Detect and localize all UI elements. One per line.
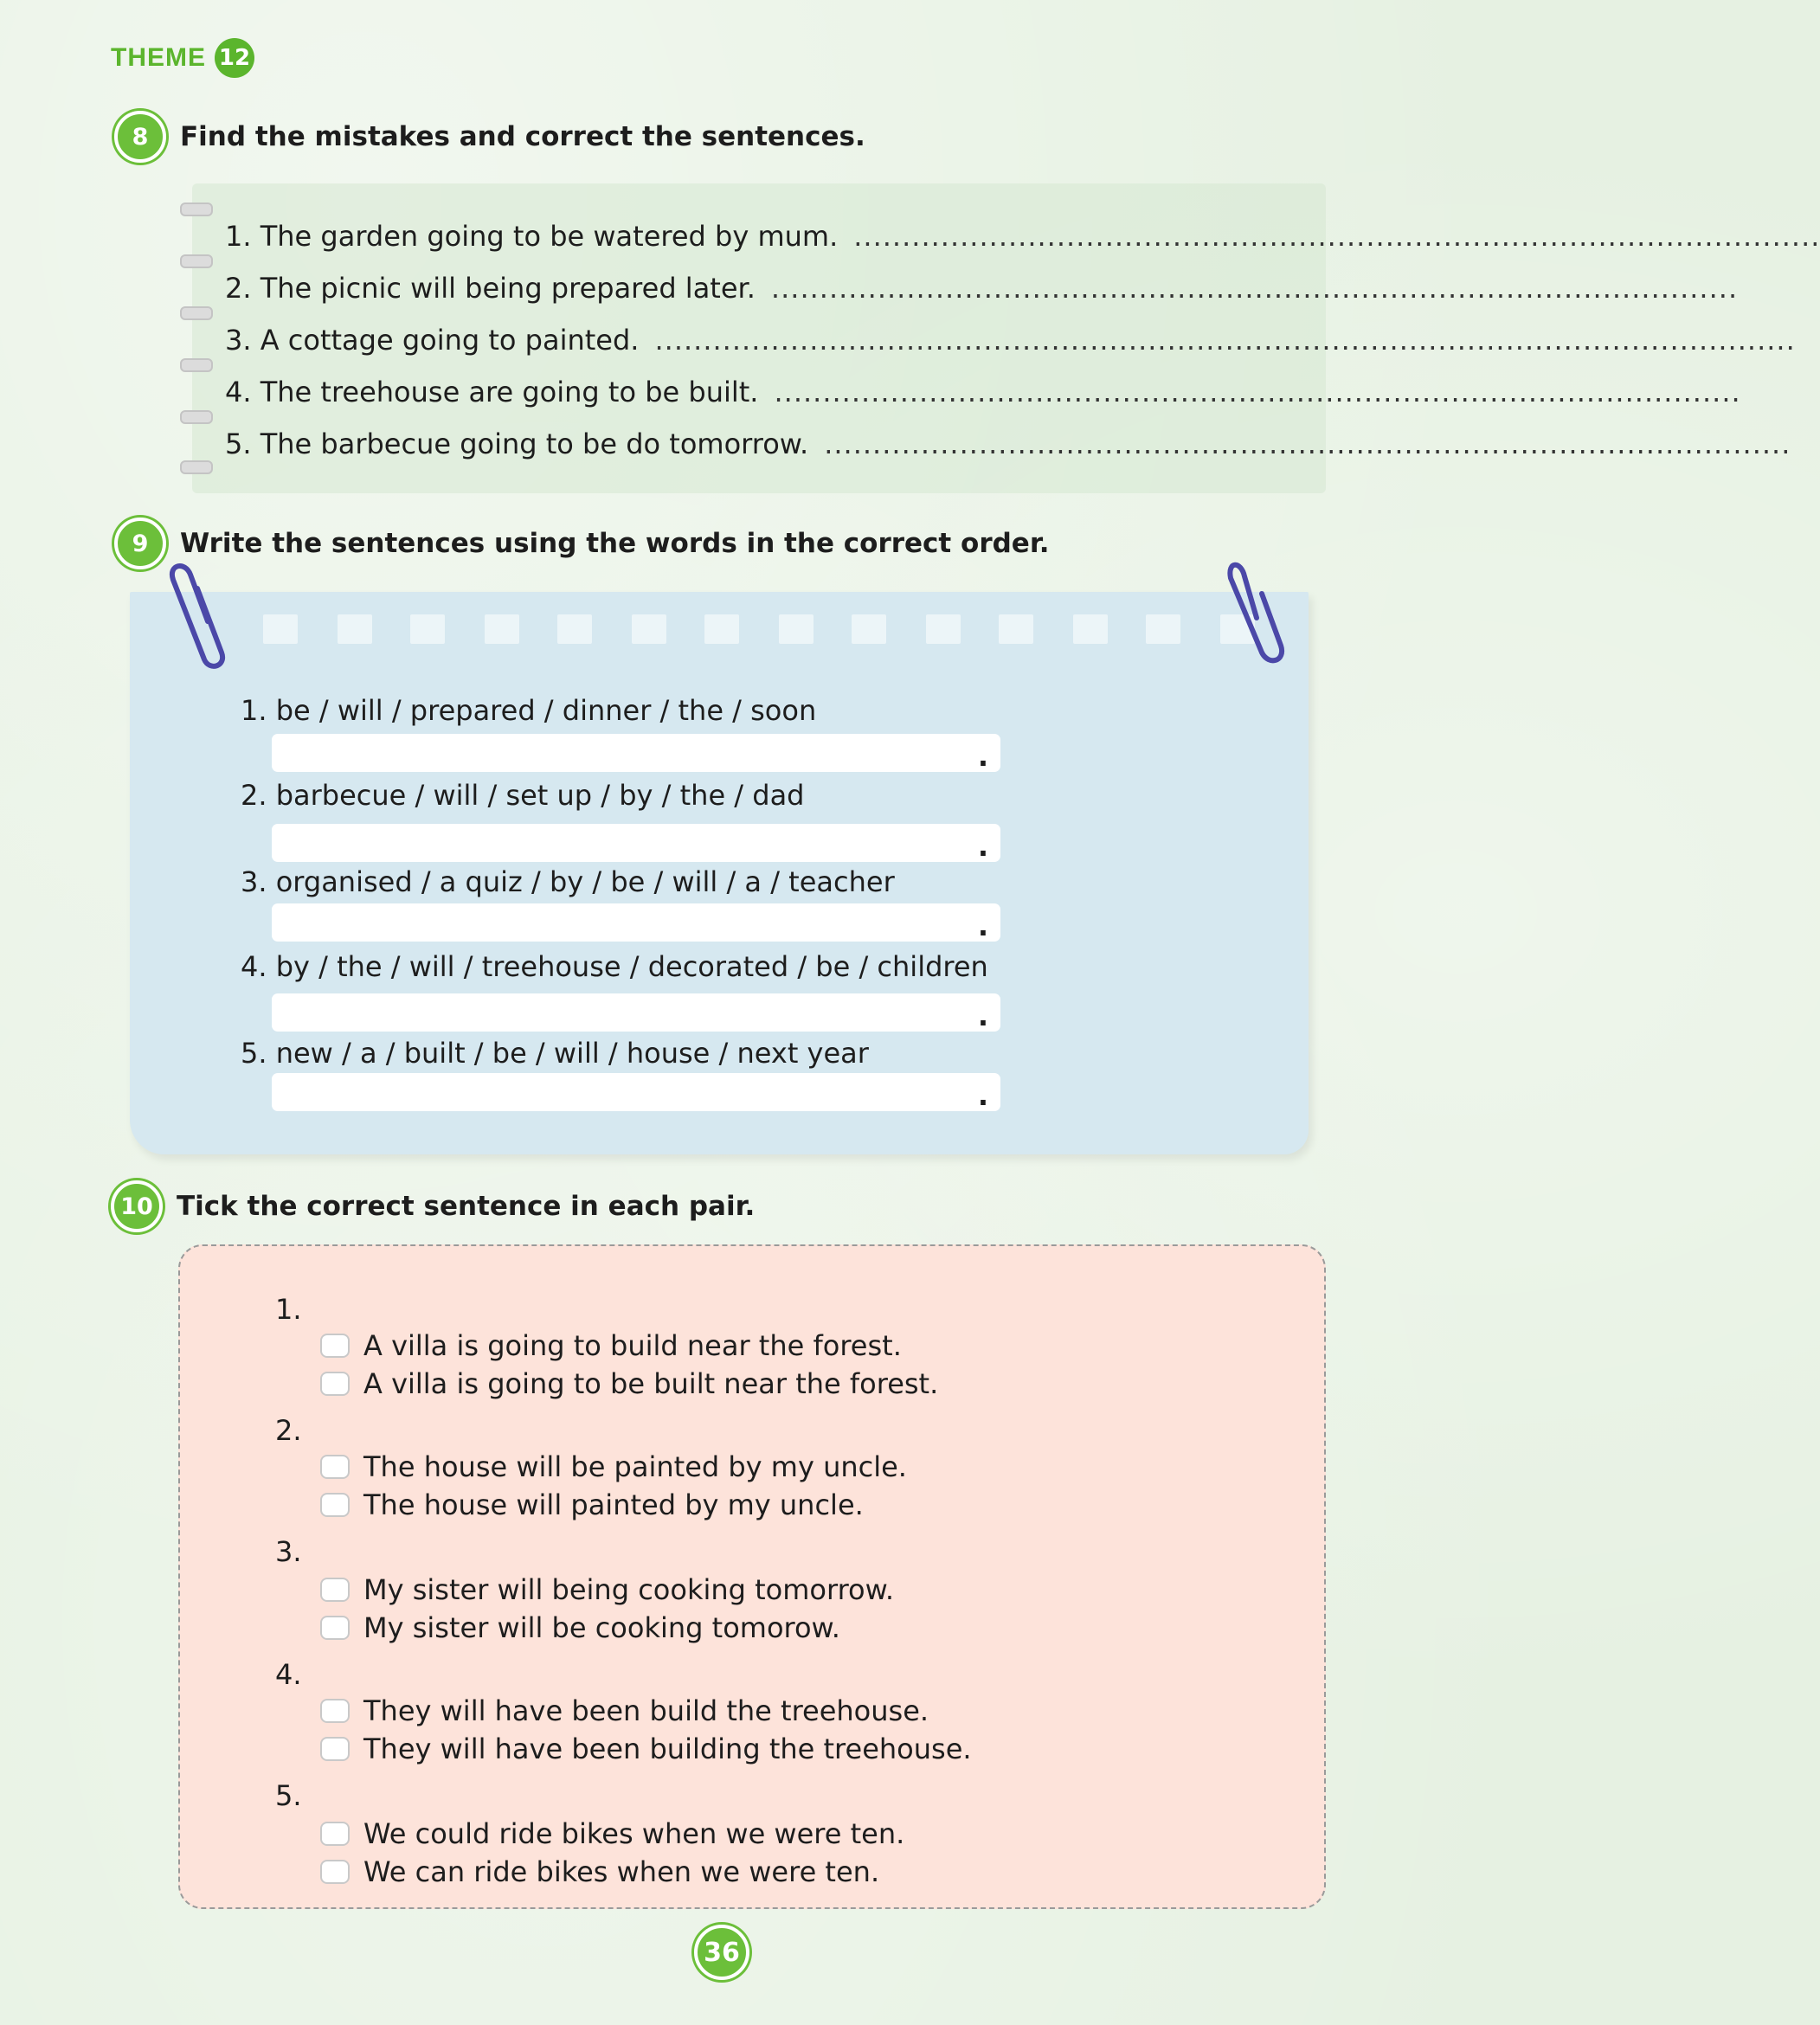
answer-input[interactable]: [272, 903, 1000, 942]
checkbox[interactable]: [320, 1578, 350, 1602]
answer-input[interactable]: [272, 734, 1000, 772]
option-text: We could ride bikes when we were ten.: [363, 1817, 905, 1850]
option-text: My sister will being cooking tomorrow.: [363, 1573, 895, 1606]
checkbox[interactable]: [320, 1737, 350, 1761]
tick-option[interactable]: [320, 1611, 840, 1644]
option-text: They will have been building the treehouse.: [363, 1732, 972, 1765]
option-text: My sister will be cooking tomorow.: [363, 1611, 840, 1644]
option-text: The house will painted by my uncle.: [363, 1488, 864, 1521]
notepad-hole: [263, 614, 298, 644]
word-order-prompt: 1. be / will / prepared / dinner / the / soon: [241, 694, 817, 727]
exercise-9-header: [114, 518, 1049, 569]
exercise-title: Write the sentences using the words in the correct order.: [180, 528, 1050, 559]
paper-clip-icon: [161, 554, 230, 675]
binder-ring-icon: [180, 306, 213, 320]
answer-dotted-line[interactable]: ....................................................................................................: [770, 272, 1739, 305]
notepad-hole: [1146, 614, 1180, 644]
sentence-line: [225, 220, 1820, 253]
checkbox[interactable]: [320, 1334, 350, 1358]
notepad-hole: [999, 614, 1033, 644]
question-number: 3.: [275, 1535, 302, 1568]
binder-ring-icon: [180, 254, 213, 268]
full-stop: .: [977, 1000, 988, 1032]
notepad-hole: [779, 614, 814, 644]
exercise-8-header: [114, 111, 865, 163]
full-stop: .: [977, 740, 988, 773]
binder-ring-icon: [180, 460, 213, 474]
notepad-hole: [1073, 614, 1108, 644]
checkbox[interactable]: [320, 1372, 350, 1396]
word-order-prompt: 2. barbecue / will / set up / by / the / dad: [241, 779, 805, 812]
question-number: 4.: [275, 1658, 302, 1691]
tick-option[interactable]: [320, 1817, 904, 1850]
answer-dotted-line[interactable]: ....................................................................................................: [774, 376, 1741, 408]
exercise-number-badge: 10: [111, 1180, 163, 1232]
notepad-hole: [926, 614, 961, 644]
sentence-text: 2. The picnic will being prepared later.: [225, 272, 756, 305]
sentence-text: 3. A cottage going to painted.: [225, 324, 640, 357]
checkbox[interactable]: [320, 1493, 350, 1517]
checkbox[interactable]: [320, 1699, 350, 1723]
tick-option[interactable]: [320, 1855, 879, 1888]
checkbox[interactable]: [320, 1860, 350, 1884]
tick-option[interactable]: [320, 1450, 907, 1483]
notepad-hole: [485, 614, 519, 644]
sentence-line: [225, 324, 1796, 357]
checkbox[interactable]: [320, 1455, 350, 1479]
answer-input[interactable]: [272, 1073, 1000, 1111]
paper-clip-icon: [1224, 549, 1293, 670]
exercise-title: Find the mistakes and correct the sentences.: [180, 121, 865, 152]
sentence-line: [225, 376, 1741, 408]
option-text: A villa is going to be built near the forest.: [363, 1367, 939, 1400]
sentence-text: 1. The garden going to be watered by mum.: [225, 220, 839, 253]
sentence-text: 4. The treehouse are going to be built.: [225, 376, 759, 408]
checkbox[interactable]: [320, 1822, 350, 1846]
option-text: We can ride bikes when we were ten.: [363, 1855, 880, 1888]
exercise-8-panel: [192, 183, 1820, 493]
binder-ring-icon: [180, 202, 213, 216]
notepad-hole: [632, 614, 666, 644]
notepad-hole: [338, 614, 372, 644]
exercise-10-header: [111, 1180, 755, 1232]
word-order-prompt: 5. new / a / built / be / will / house / next year: [241, 1037, 869, 1070]
sentence-line: [225, 272, 1739, 305]
notepad-hole: [852, 614, 886, 644]
binder-ring-icon: [180, 410, 213, 424]
answer-dotted-line[interactable]: ....................................................................................................: [853, 220, 1820, 253]
theme-number-badge: 12: [215, 38, 254, 78]
notepad-hole: [410, 614, 445, 644]
option-text: They will have been build the treehouse.: [363, 1694, 929, 1727]
notepad-hole: [557, 614, 592, 644]
exercise-title: Tick the correct sentence in each pair.: [177, 1191, 756, 1222]
answer-input[interactable]: [272, 824, 1000, 862]
exercise-9-notepad-panel: [130, 592, 1309, 1154]
exercise-10-panel: [178, 1244, 1326, 1909]
theme-header: [111, 38, 254, 78]
checkbox[interactable]: [320, 1616, 350, 1640]
sentence-text: 5. The barbecue going to be do tomorrow.: [225, 428, 809, 460]
tick-option[interactable]: [320, 1573, 894, 1606]
full-stop: .: [977, 1079, 988, 1112]
sentence-line: [225, 428, 1791, 460]
question-number: 2.: [275, 1414, 302, 1447]
tick-option[interactable]: [320, 1367, 938, 1400]
theme-label: THEME: [111, 43, 206, 72]
option-text: The house will be painted by my uncle.: [363, 1450, 907, 1483]
tick-option[interactable]: [320, 1488, 864, 1521]
answer-dotted-line[interactable]: ......................................................................................................................: [654, 324, 1796, 357]
exercise-number-badge: 9: [114, 518, 166, 569]
word-order-prompt: 3. organised / a quiz / by / be / will / a / teacher: [241, 865, 895, 898]
question-number: 5.: [275, 1779, 302, 1812]
full-stop: .: [977, 830, 988, 863]
notepad-hole: [704, 614, 739, 644]
binder-ring-icon: [180, 358, 213, 372]
question-number: 1.: [275, 1293, 302, 1326]
tick-option[interactable]: [320, 1732, 972, 1765]
exercise-number-badge: 8: [114, 111, 166, 163]
full-stop: .: [977, 910, 988, 942]
tick-option[interactable]: [320, 1694, 929, 1727]
answer-dotted-line[interactable]: ....................................................................................................: [824, 428, 1791, 460]
tick-option[interactable]: [320, 1329, 902, 1362]
answer-input[interactable]: [272, 993, 1000, 1032]
page-number: 36: [694, 1925, 749, 1980]
option-text: A villa is going to build near the forest.: [363, 1329, 902, 1362]
word-order-prompt: 4. by / the / will / treehouse / decorated / be / children: [241, 950, 988, 983]
